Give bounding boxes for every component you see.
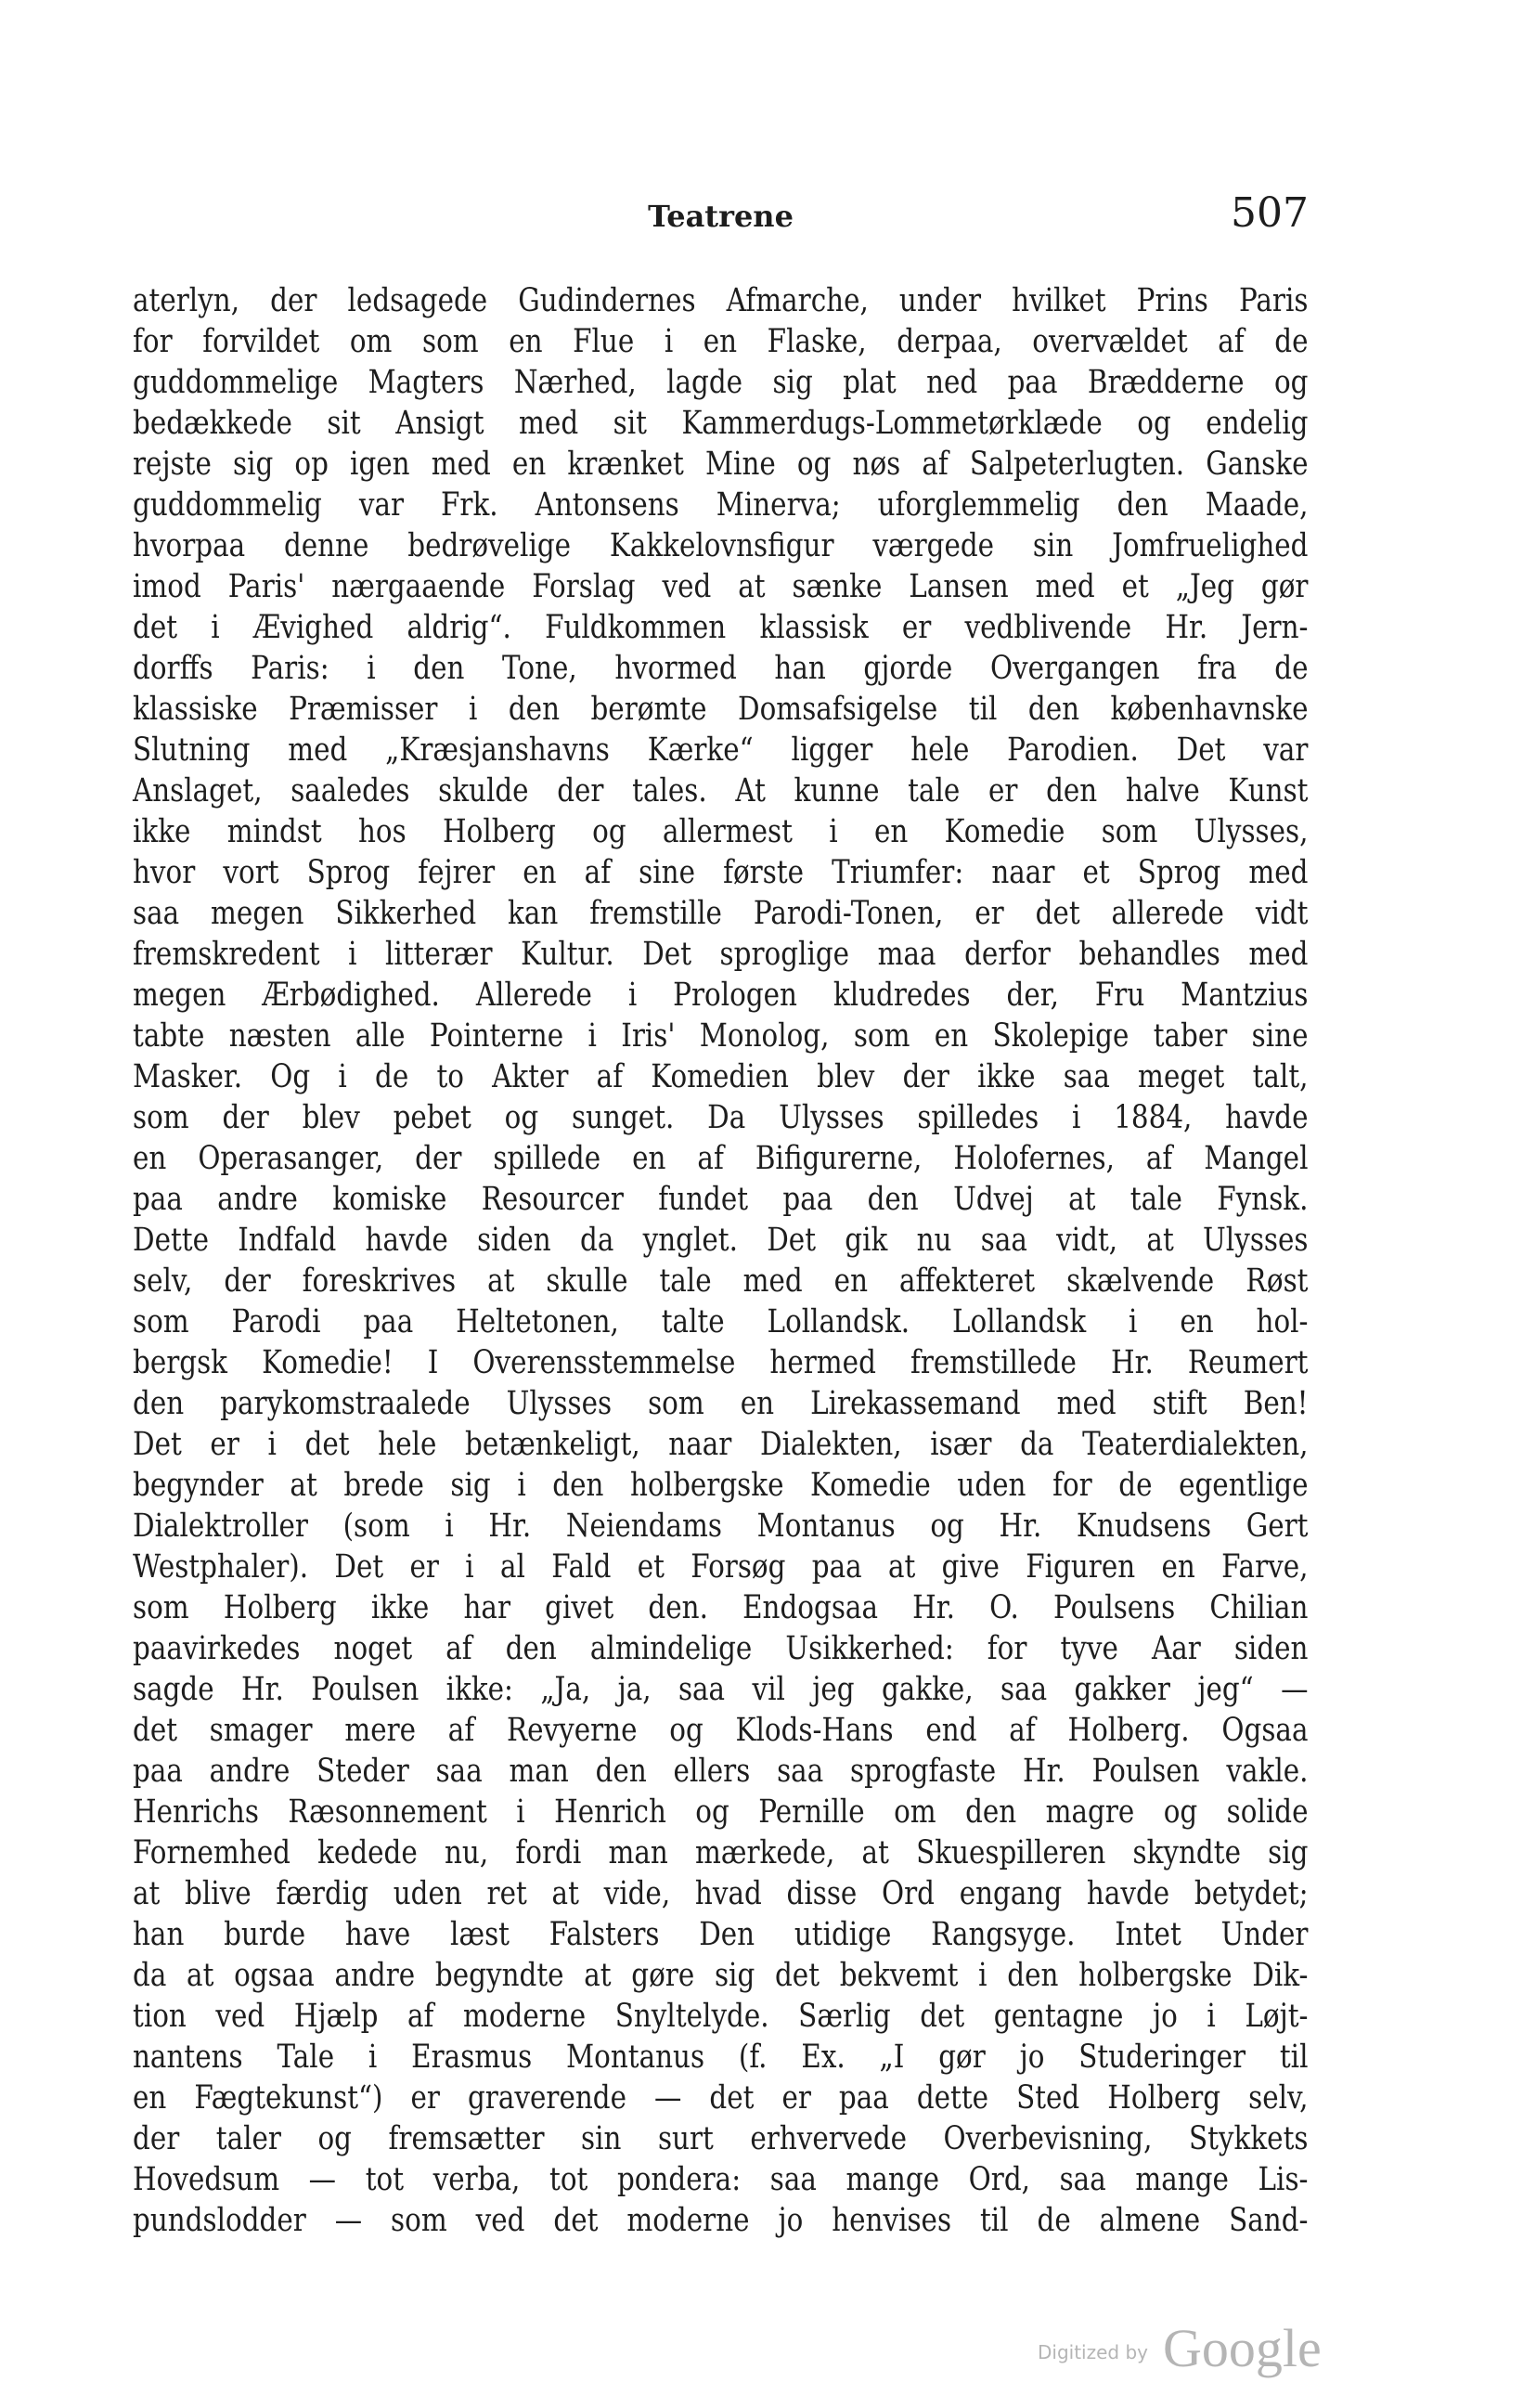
text-line: som der blev pebet og sunget. Da Ulysses spilledes i 1884, havde — [133, 1099, 1309, 1136]
text-line: han burde have læst Falsters Den utidige Rangsyge. Intet Under — [133, 1916, 1309, 1953]
text-line: Westphaler). Det er i al Fald et Forsøg paa at give Figuren en Farve, — [133, 1548, 1309, 1586]
text-line: ikke mindst hos Holberg og allermest i en Komedie som Ulysses, — [133, 813, 1309, 850]
text-line: Det er i det hele betænkeligt, naar Dialekten, især da Teaterdialekten, — [133, 1426, 1309, 1463]
text-line: imod Paris' nærgaaende Forslag ved at sænke Lansen med et „Jeg gør — [133, 568, 1309, 605]
text-line: en Operasanger, der spillede en af Bifigurerne, Holofernes, af Mangel — [133, 1140, 1309, 1177]
text-line: begynder at brede sig i den holbergske Komedie uden for de egentlige — [133, 1467, 1309, 1504]
text-line: guddommelige Magters Nærhed, lagde sig plat ned paa Brædderne og — [133, 364, 1309, 401]
text-line: bergsk Komedie! I Overensstemmelse hermed fremstillede Hr. Reumert — [133, 1344, 1309, 1381]
text-line: Dette Indfald havde siden da ynglet. Det gik nu saa vidt, at Ulysses — [133, 1222, 1309, 1259]
digitized-by-label: Digitized by — [1038, 2341, 1148, 2363]
text-line: Henrichs Ræsonnement i Henrich og Pernille om den magre og solide — [133, 1793, 1309, 1831]
text-line: paa andre komiske Resourcer fundet paa den Udvej at tale Fynsk. — [133, 1181, 1309, 1218]
body-text — [133, 280, 1309, 2241]
text-line: dorffs Paris: i den Tone, hvormed han gjorde Overgangen fra de — [133, 650, 1309, 687]
text-line: det i Ævighed aldrig“. Fuldkommen klassisk er vedblivende Hr. Jern- — [133, 609, 1309, 646]
text-line: fremskredent i litterær Kultur. Det sproglige maa derfor behandles med — [133, 936, 1309, 973]
text-line: det smager mere af Revyerne og Klods-Hans end af Holberg. Ogsaa — [133, 1712, 1309, 1749]
text-line: bedækkede sit Ansigt med sit Kammerdugs-Lommetørklæde og endelig — [133, 405, 1309, 442]
text-line: megen Ærbødighed. Allerede i Prologen kludredes der, Fru Mantzius — [133, 977, 1309, 1014]
text-line: tabte næsten alle Pointerne i Iris' Monolog, som en Skolepige taber sine — [133, 1017, 1309, 1055]
text-line: da at ogsaa andre begyndte at gøre sig det bekvemt i den holbergske Dik- — [133, 1957, 1309, 1994]
text-line: for forvildet om som en Flue i en Flaske, derpaa, overvældet af de — [133, 323, 1309, 360]
text-line: saa megen Sikkerhed kan fremstille Parodi-Tonen, er det allerede vidt — [133, 895, 1309, 932]
text-line: pundslodder — som ved det moderne jo henvises til de almene Sand- — [133, 2202, 1309, 2239]
text-line: som Parodi paa Heltetonen, talte Lollandsk. Lollandsk i en hol- — [133, 1303, 1309, 1340]
running-title: Teatrene — [648, 199, 794, 234]
text-line: en Fægtekunst“) er graverende — det er paa dette Sted Holberg selv, — [133, 2079, 1309, 2117]
text-line: den parykomstraalede Ulysses som en Lirekassemand med stift Ben! — [133, 1385, 1309, 1422]
text-line: hvor vort Sprog fejrer en af sine første Triumfer: naar et Sprog med — [133, 854, 1309, 891]
text-line: Masker. Og i de to Akter af Komedien blev der ikke saa meget talt, — [133, 1058, 1309, 1095]
text-line: paa andre Steder saa man den ellers saa sprogfaste Hr. Poulsen vakle. — [133, 1753, 1309, 1790]
google-logo: Google — [1163, 2318, 1322, 2378]
text-line: Fornemhed kedede nu, fordi man mærkede, at Skuespilleren skyndte sig — [133, 1834, 1309, 1871]
text-line: Slutning med „Kræsjanshavns Kærke“ ligger hele Parodien. Det var — [133, 731, 1309, 769]
text-line: tion ved Hjælp af moderne Snyltelyde. Særlig det gentagne jo i Løjt- — [133, 1998, 1309, 2035]
text-line: klassiske Præmisser i den berømte Domsafsigelse til den københavnske — [133, 691, 1309, 728]
text-line: Anslaget, saaledes skulde der tales. At kunne tale er den halve Kunst — [133, 772, 1309, 809]
text-line: selv, der foreskrives at skulle tale med en affekteret skælvende Røst — [133, 1262, 1309, 1300]
page-header — [133, 182, 1309, 256]
text-line: Hovedsum — tot verba, tot pondera: saa mange Ord, saa mange Lis- — [133, 2161, 1309, 2198]
text-line: aterlyn, der ledsagede Gudindernes Afmarche, under hvilket Prins Paris — [133, 282, 1309, 319]
text-line: nantens Tale i Erasmus Montanus (f. Ex. „I gør jo Studeringer til — [133, 2039, 1309, 2076]
text-line: rejste sig op igen med en krænket Mine og nøs af Salpeterlugten. Ganske — [133, 446, 1309, 483]
text-line: der taler og fremsætter sin surt erhvervede Overbevisning, Stykkets — [133, 2120, 1309, 2157]
text-line: hvorpaa denne bedrøvelige Kakkelovnsfigur værgede sin Jomfruelighed — [133, 527, 1309, 564]
text-line: Dialektroller (som i Hr. Neiendams Montanus og Hr. Knudsens Gert — [133, 1508, 1309, 1545]
text-line: at blive færdig uden ret at vide, hvad disse Ord engang havde betydet; — [133, 1875, 1309, 1912]
page-number: 507 — [1231, 189, 1309, 237]
text-line: paavirkedes noget af den almindelige Usikkerhed: for tyve Aar siden — [133, 1630, 1309, 1667]
text-line: sagde Hr. Poulsen ikke: „Ja, ja, saa vil jeg gakke, saa gakker jeg“ — — [133, 1671, 1309, 1708]
text-line: guddommelig var Frk. Antonsens Minerva; uforglemmelig den Maade, — [133, 486, 1309, 524]
digitization-watermark — [1038, 2317, 1353, 2382]
text-line: som Holberg ikke har givet den. Endogsaa Hr. O. Poulsens Chilian — [133, 1589, 1309, 1626]
